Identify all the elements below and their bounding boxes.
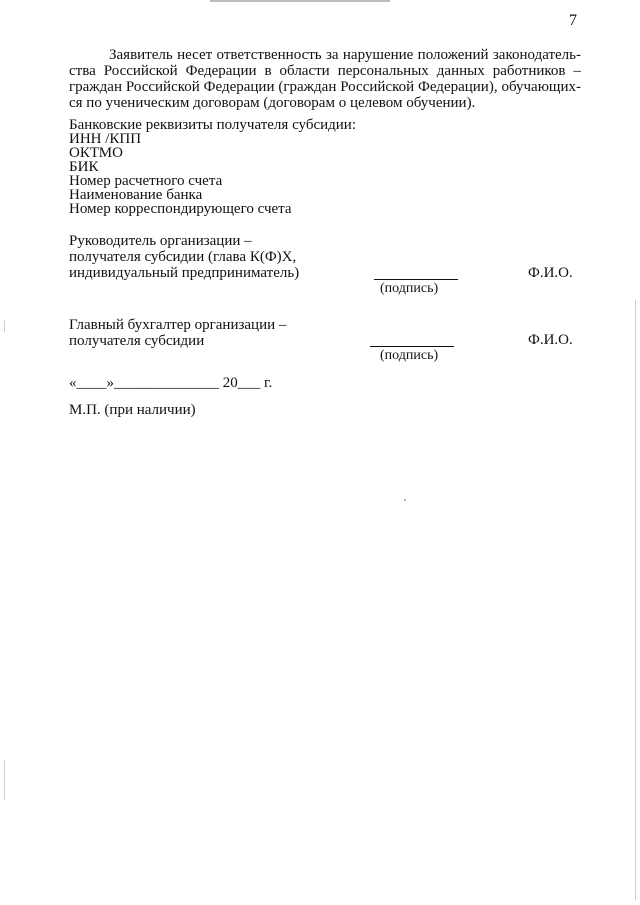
bank-details-heading: Банковские реквизиты получателя субсидии: — [69, 117, 356, 133]
paragraph-line: Заявитель несет ответственность за нарушение положений законодатель- — [109, 47, 581, 63]
date-line: «____»______________ 20___ г. — [69, 375, 273, 391]
bank-field-inn-kpp: ИНН /КПП — [69, 131, 142, 147]
bank-field-account: Номер расчетного счета — [69, 173, 223, 189]
head-title-line: получателя субсидии (глава К(Ф)Х, — [69, 249, 297, 265]
scan-left-mark — [4, 760, 5, 800]
head-title-line: Руководитель организации – — [69, 233, 252, 249]
page-number: 7 — [569, 12, 577, 29]
bank-details — [69, 118, 356, 216]
scan-speck — [404, 499, 406, 501]
responsibility-paragraph — [69, 47, 581, 111]
stamp-note: М.П. (при наличии) — [69, 402, 196, 418]
bank-field-corr-account: Номер корреспондирующего счета — [69, 201, 292, 217]
scan-top-mark — [210, 0, 390, 2]
accountant-title-line: Главный бухгалтер организации – — [69, 317, 287, 333]
paragraph-line: граждан Российской Федерации (граждан Российской Федерации), обучающих- — [69, 79, 581, 95]
accountant-title-line: получателя субсидии — [69, 333, 205, 349]
bank-field-bik: БИК — [69, 159, 99, 175]
scan-left-mark — [4, 320, 5, 332]
head-signature-caption: (подпись) — [380, 281, 439, 296]
head-title-line: индивидуальный предприниматель) — [69, 265, 300, 281]
paragraph-line: ся по ученическим договорам (договорам о целевом обучении). — [69, 95, 476, 111]
accountant-signature-caption: (подпись) — [380, 348, 439, 363]
paragraph-line: ства Российской Федерации в области персональных данных работников – — [69, 63, 581, 79]
bank-field-oktmo: ОКТМО — [69, 145, 123, 161]
bank-field-bank-name: Наименование банка — [69, 187, 203, 203]
accountant-fio-label: Ф.И.О. — [528, 332, 573, 348]
head-fio-label: Ф.И.О. — [528, 265, 573, 281]
scan-right-edge — [635, 300, 636, 900]
